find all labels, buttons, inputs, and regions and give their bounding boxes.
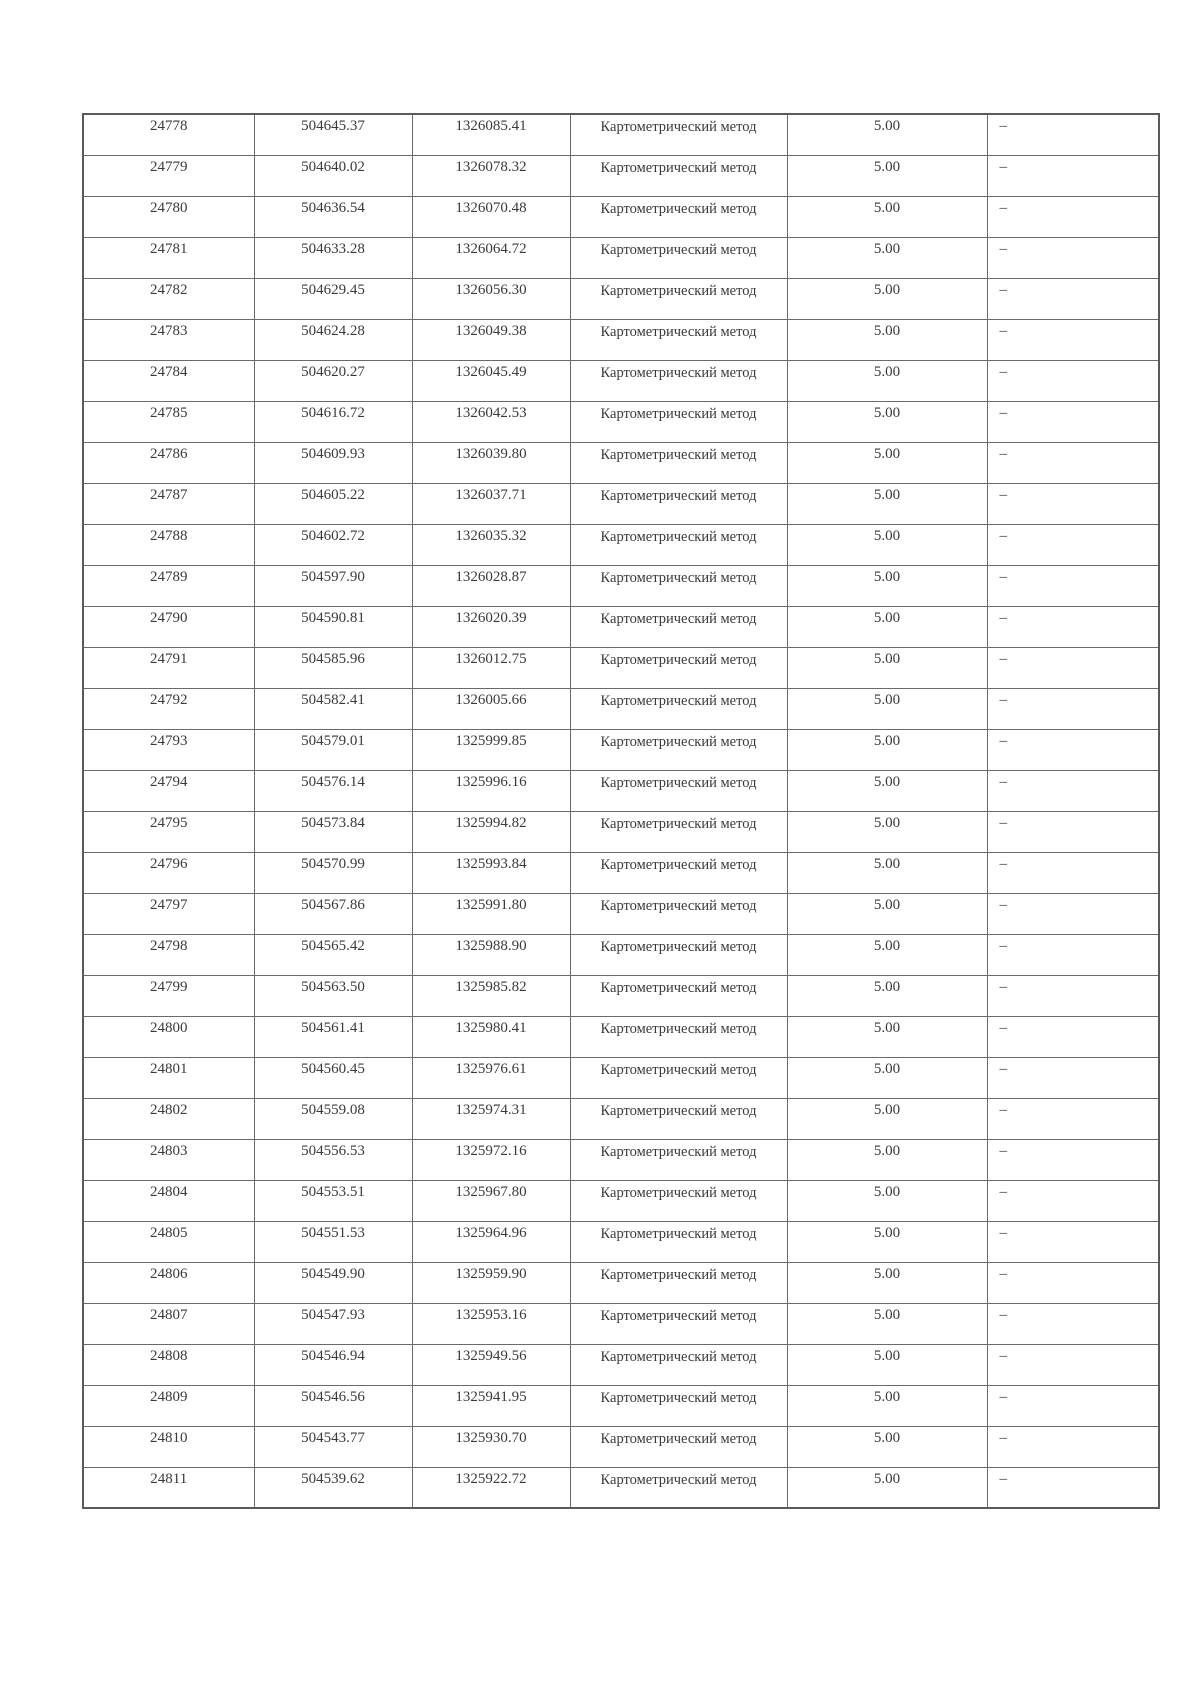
note-cell: – xyxy=(987,975,1159,1016)
note-cell: – xyxy=(987,1221,1159,1262)
y-coordinate-cell: 1325994.82 xyxy=(412,811,570,852)
y-coordinate-cell: 1325985.82 xyxy=(412,975,570,1016)
point-number-cell: 24804 xyxy=(83,1180,254,1221)
note-cell: – xyxy=(987,1180,1159,1221)
table-row xyxy=(83,1426,1159,1467)
table-row xyxy=(83,401,1159,442)
note-cell: – xyxy=(987,811,1159,852)
table-row xyxy=(83,155,1159,196)
precision-cell: 5.00 xyxy=(787,1057,987,1098)
precision-cell: 5.00 xyxy=(787,893,987,934)
note-cell: – xyxy=(987,770,1159,811)
method-cell: Картометрический метод xyxy=(570,360,787,401)
note-cell: – xyxy=(987,647,1159,688)
y-coordinate-cell: 1326039.80 xyxy=(412,442,570,483)
precision-cell: 5.00 xyxy=(787,1180,987,1221)
point-number-cell: 24787 xyxy=(83,483,254,524)
note-cell: – xyxy=(987,729,1159,770)
x-coordinate-cell: 504602.72 xyxy=(254,524,412,565)
point-number-cell: 24797 xyxy=(83,893,254,934)
note-cell: – xyxy=(987,1098,1159,1139)
point-number-cell: 24798 xyxy=(83,934,254,975)
precision-cell: 5.00 xyxy=(787,729,987,770)
table-row xyxy=(83,852,1159,893)
precision-cell: 5.00 xyxy=(787,360,987,401)
method-cell: Картометрический метод xyxy=(570,647,787,688)
point-number-cell: 24791 xyxy=(83,647,254,688)
point-number-cell: 24782 xyxy=(83,278,254,319)
method-cell: Картометрический метод xyxy=(570,852,787,893)
method-cell: Картометрический метод xyxy=(570,483,787,524)
table-row xyxy=(83,278,1159,319)
x-coordinate-cell: 504609.93 xyxy=(254,442,412,483)
y-coordinate-cell: 1326028.87 xyxy=(412,565,570,606)
x-coordinate-cell: 504620.27 xyxy=(254,360,412,401)
y-coordinate-cell: 1325999.85 xyxy=(412,729,570,770)
y-coordinate-cell: 1325993.84 xyxy=(412,852,570,893)
method-cell: Картометрический метод xyxy=(570,688,787,729)
note-cell: – xyxy=(987,155,1159,196)
note-cell: – xyxy=(987,196,1159,237)
note-cell: – xyxy=(987,483,1159,524)
table-row xyxy=(83,1467,1159,1508)
note-cell: – xyxy=(987,114,1159,155)
table-row xyxy=(83,770,1159,811)
table-body xyxy=(83,114,1159,1508)
x-coordinate-cell: 504567.86 xyxy=(254,893,412,934)
precision-cell: 5.00 xyxy=(787,811,987,852)
table-row xyxy=(83,606,1159,647)
method-cell: Картометрический метод xyxy=(570,1303,787,1344)
x-coordinate-cell: 504597.90 xyxy=(254,565,412,606)
y-coordinate-cell: 1325980.41 xyxy=(412,1016,570,1057)
method-cell: Картометрический метод xyxy=(570,893,787,934)
x-coordinate-cell: 504547.93 xyxy=(254,1303,412,1344)
method-cell: Картометрический метод xyxy=(570,729,787,770)
method-cell: Картометрический метод xyxy=(570,606,787,647)
note-cell: – xyxy=(987,1467,1159,1508)
point-number-cell: 24792 xyxy=(83,688,254,729)
precision-cell: 5.00 xyxy=(787,770,987,811)
y-coordinate-cell: 1325974.31 xyxy=(412,1098,570,1139)
method-cell: Картометрический метод xyxy=(570,1467,787,1508)
point-number-cell: 24780 xyxy=(83,196,254,237)
precision-cell: 5.00 xyxy=(787,1262,987,1303)
y-coordinate-cell: 1325996.16 xyxy=(412,770,570,811)
point-number-cell: 24779 xyxy=(83,155,254,196)
precision-cell: 5.00 xyxy=(787,401,987,442)
table-row xyxy=(83,1139,1159,1180)
method-cell: Картометрический метод xyxy=(570,1385,787,1426)
precision-cell: 5.00 xyxy=(787,1221,987,1262)
x-coordinate-cell: 504543.77 xyxy=(254,1426,412,1467)
x-coordinate-cell: 504640.02 xyxy=(254,155,412,196)
precision-cell: 5.00 xyxy=(787,1303,987,1344)
y-coordinate-cell: 1326005.66 xyxy=(412,688,570,729)
point-number-cell: 24788 xyxy=(83,524,254,565)
precision-cell: 5.00 xyxy=(787,524,987,565)
point-number-cell: 24807 xyxy=(83,1303,254,1344)
point-number-cell: 24795 xyxy=(83,811,254,852)
note-cell: – xyxy=(987,1016,1159,1057)
x-coordinate-cell: 504616.72 xyxy=(254,401,412,442)
table-row xyxy=(83,1098,1159,1139)
note-cell: – xyxy=(987,360,1159,401)
table-row xyxy=(83,196,1159,237)
point-number-cell: 24803 xyxy=(83,1139,254,1180)
table-row xyxy=(83,565,1159,606)
note-cell: – xyxy=(987,1426,1159,1467)
table-row xyxy=(83,483,1159,524)
method-cell: Картометрический метод xyxy=(570,1426,787,1467)
precision-cell: 5.00 xyxy=(787,114,987,155)
method-cell: Картометрический метод xyxy=(570,401,787,442)
note-cell: – xyxy=(987,1262,1159,1303)
table-row xyxy=(83,975,1159,1016)
table-row xyxy=(83,237,1159,278)
y-coordinate-cell: 1325949.56 xyxy=(412,1344,570,1385)
x-coordinate-cell: 504582.41 xyxy=(254,688,412,729)
x-coordinate-cell: 504636.54 xyxy=(254,196,412,237)
method-cell: Картометрический метод xyxy=(570,155,787,196)
precision-cell: 5.00 xyxy=(787,319,987,360)
precision-cell: 5.00 xyxy=(787,196,987,237)
x-coordinate-cell: 504563.50 xyxy=(254,975,412,1016)
x-coordinate-cell: 504605.22 xyxy=(254,483,412,524)
table-row xyxy=(83,1344,1159,1385)
precision-cell: 5.00 xyxy=(787,1098,987,1139)
y-coordinate-cell: 1326037.71 xyxy=(412,483,570,524)
precision-cell: 5.00 xyxy=(787,934,987,975)
table-row xyxy=(83,1057,1159,1098)
note-cell: – xyxy=(987,893,1159,934)
note-cell: – xyxy=(987,1303,1159,1344)
method-cell: Картометрический метод xyxy=(570,442,787,483)
point-number-cell: 24793 xyxy=(83,729,254,770)
x-coordinate-cell: 504645.37 xyxy=(254,114,412,155)
point-number-cell: 24811 xyxy=(83,1467,254,1508)
x-coordinate-cell: 504585.96 xyxy=(254,647,412,688)
precision-cell: 5.00 xyxy=(787,975,987,1016)
table-row xyxy=(83,1180,1159,1221)
note-cell: – xyxy=(987,565,1159,606)
x-coordinate-cell: 504561.41 xyxy=(254,1016,412,1057)
table-row xyxy=(83,360,1159,401)
x-coordinate-cell: 504576.14 xyxy=(254,770,412,811)
y-coordinate-cell: 1325941.95 xyxy=(412,1385,570,1426)
y-coordinate-cell: 1326064.72 xyxy=(412,237,570,278)
note-cell: – xyxy=(987,1139,1159,1180)
note-cell: – xyxy=(987,606,1159,647)
method-cell: Картометрический метод xyxy=(570,975,787,1016)
y-coordinate-cell: 1325953.16 xyxy=(412,1303,570,1344)
y-coordinate-cell: 1326078.32 xyxy=(412,155,570,196)
method-cell: Картометрический метод xyxy=(570,237,787,278)
table-row xyxy=(83,1385,1159,1426)
precision-cell: 5.00 xyxy=(787,278,987,319)
point-number-cell: 24783 xyxy=(83,319,254,360)
x-coordinate-cell: 504551.53 xyxy=(254,1221,412,1262)
method-cell: Картометрический метод xyxy=(570,196,787,237)
y-coordinate-cell: 1326085.41 xyxy=(412,114,570,155)
note-cell: – xyxy=(987,688,1159,729)
method-cell: Картометрический метод xyxy=(570,524,787,565)
method-cell: Картометрический метод xyxy=(570,1098,787,1139)
table-row xyxy=(83,647,1159,688)
precision-cell: 5.00 xyxy=(787,483,987,524)
point-number-cell: 24800 xyxy=(83,1016,254,1057)
note-cell: – xyxy=(987,1057,1159,1098)
note-cell: – xyxy=(987,237,1159,278)
y-coordinate-cell: 1325991.80 xyxy=(412,893,570,934)
x-coordinate-cell: 504546.94 xyxy=(254,1344,412,1385)
note-cell: – xyxy=(987,852,1159,893)
method-cell: Картометрический метод xyxy=(570,1016,787,1057)
x-coordinate-cell: 504556.53 xyxy=(254,1139,412,1180)
y-coordinate-cell: 1326012.75 xyxy=(412,647,570,688)
x-coordinate-cell: 504573.84 xyxy=(254,811,412,852)
table-row xyxy=(83,524,1159,565)
method-cell: Картометрический метод xyxy=(570,1180,787,1221)
point-number-cell: 24786 xyxy=(83,442,254,483)
x-coordinate-cell: 504553.51 xyxy=(254,1180,412,1221)
y-coordinate-cell: 1325930.70 xyxy=(412,1426,570,1467)
method-cell: Картометрический метод xyxy=(570,319,787,360)
y-coordinate-cell: 1325988.90 xyxy=(412,934,570,975)
x-coordinate-cell: 504549.90 xyxy=(254,1262,412,1303)
table-row xyxy=(83,688,1159,729)
note-cell: – xyxy=(987,401,1159,442)
precision-cell: 5.00 xyxy=(787,237,987,278)
x-coordinate-cell: 504579.01 xyxy=(254,729,412,770)
method-cell: Картометрический метод xyxy=(570,114,787,155)
method-cell: Картометрический метод xyxy=(570,770,787,811)
y-coordinate-cell: 1326035.32 xyxy=(412,524,570,565)
method-cell: Картометрический метод xyxy=(570,1221,787,1262)
table-row xyxy=(83,934,1159,975)
method-cell: Картометрический метод xyxy=(570,1057,787,1098)
precision-cell: 5.00 xyxy=(787,606,987,647)
table-row xyxy=(83,811,1159,852)
x-coordinate-cell: 504624.28 xyxy=(254,319,412,360)
x-coordinate-cell: 504633.28 xyxy=(254,237,412,278)
precision-cell: 5.00 xyxy=(787,1467,987,1508)
y-coordinate-cell: 1326045.49 xyxy=(412,360,570,401)
point-number-cell: 24785 xyxy=(83,401,254,442)
point-number-cell: 24796 xyxy=(83,852,254,893)
y-coordinate-cell: 1325976.61 xyxy=(412,1057,570,1098)
y-coordinate-cell: 1326042.53 xyxy=(412,401,570,442)
point-number-cell: 24806 xyxy=(83,1262,254,1303)
method-cell: Картометрический метод xyxy=(570,1262,787,1303)
method-cell: Картометрический метод xyxy=(570,565,787,606)
precision-cell: 5.00 xyxy=(787,1016,987,1057)
precision-cell: 5.00 xyxy=(787,852,987,893)
y-coordinate-cell: 1326070.48 xyxy=(412,196,570,237)
note-cell: – xyxy=(987,524,1159,565)
x-coordinate-cell: 504560.45 xyxy=(254,1057,412,1098)
table-row xyxy=(83,1262,1159,1303)
point-number-cell: 24801 xyxy=(83,1057,254,1098)
y-coordinate-cell: 1325959.90 xyxy=(412,1262,570,1303)
note-cell: – xyxy=(987,1385,1159,1426)
coordinates-table xyxy=(82,113,1160,1509)
precision-cell: 5.00 xyxy=(787,1139,987,1180)
precision-cell: 5.00 xyxy=(787,442,987,483)
x-coordinate-cell: 504629.45 xyxy=(254,278,412,319)
precision-cell: 5.00 xyxy=(787,647,987,688)
x-coordinate-cell: 504546.56 xyxy=(254,1385,412,1426)
y-coordinate-cell: 1325967.80 xyxy=(412,1180,570,1221)
precision-cell: 5.00 xyxy=(787,688,987,729)
method-cell: Картометрический метод xyxy=(570,934,787,975)
note-cell: – xyxy=(987,1344,1159,1385)
point-number-cell: 24794 xyxy=(83,770,254,811)
table-row xyxy=(83,1016,1159,1057)
x-coordinate-cell: 504559.08 xyxy=(254,1098,412,1139)
point-number-cell: 24790 xyxy=(83,606,254,647)
point-number-cell: 24799 xyxy=(83,975,254,1016)
point-number-cell: 24781 xyxy=(83,237,254,278)
table-row xyxy=(83,1221,1159,1262)
precision-cell: 5.00 xyxy=(787,1426,987,1467)
y-coordinate-cell: 1326049.38 xyxy=(412,319,570,360)
x-coordinate-cell: 504590.81 xyxy=(254,606,412,647)
point-number-cell: 24784 xyxy=(83,360,254,401)
point-number-cell: 24809 xyxy=(83,1385,254,1426)
point-number-cell: 24789 xyxy=(83,565,254,606)
point-number-cell: 24778 xyxy=(83,114,254,155)
precision-cell: 5.00 xyxy=(787,155,987,196)
y-coordinate-cell: 1325964.96 xyxy=(412,1221,570,1262)
point-number-cell: 24808 xyxy=(83,1344,254,1385)
y-coordinate-cell: 1325972.16 xyxy=(412,1139,570,1180)
precision-cell: 5.00 xyxy=(787,1344,987,1385)
x-coordinate-cell: 504565.42 xyxy=(254,934,412,975)
table-row xyxy=(83,893,1159,934)
table-row xyxy=(83,319,1159,360)
method-cell: Картометрический метод xyxy=(570,1344,787,1385)
precision-cell: 5.00 xyxy=(787,1385,987,1426)
table-row xyxy=(83,114,1159,155)
note-cell: – xyxy=(987,934,1159,975)
note-cell: – xyxy=(987,442,1159,483)
precision-cell: 5.00 xyxy=(787,565,987,606)
note-cell: – xyxy=(987,278,1159,319)
y-coordinate-cell: 1326020.39 xyxy=(412,606,570,647)
point-number-cell: 24805 xyxy=(83,1221,254,1262)
table-row xyxy=(83,442,1159,483)
y-coordinate-cell: 1325922.72 xyxy=(412,1467,570,1508)
x-coordinate-cell: 504570.99 xyxy=(254,852,412,893)
point-number-cell: 24810 xyxy=(83,1426,254,1467)
method-cell: Картометрический метод xyxy=(570,1139,787,1180)
x-coordinate-cell: 504539.62 xyxy=(254,1467,412,1508)
note-cell: – xyxy=(987,319,1159,360)
point-number-cell: 24802 xyxy=(83,1098,254,1139)
y-coordinate-cell: 1326056.30 xyxy=(412,278,570,319)
table-row xyxy=(83,1303,1159,1344)
method-cell: Картометрический метод xyxy=(570,278,787,319)
method-cell: Картометрический метод xyxy=(570,811,787,852)
table-row xyxy=(83,729,1159,770)
